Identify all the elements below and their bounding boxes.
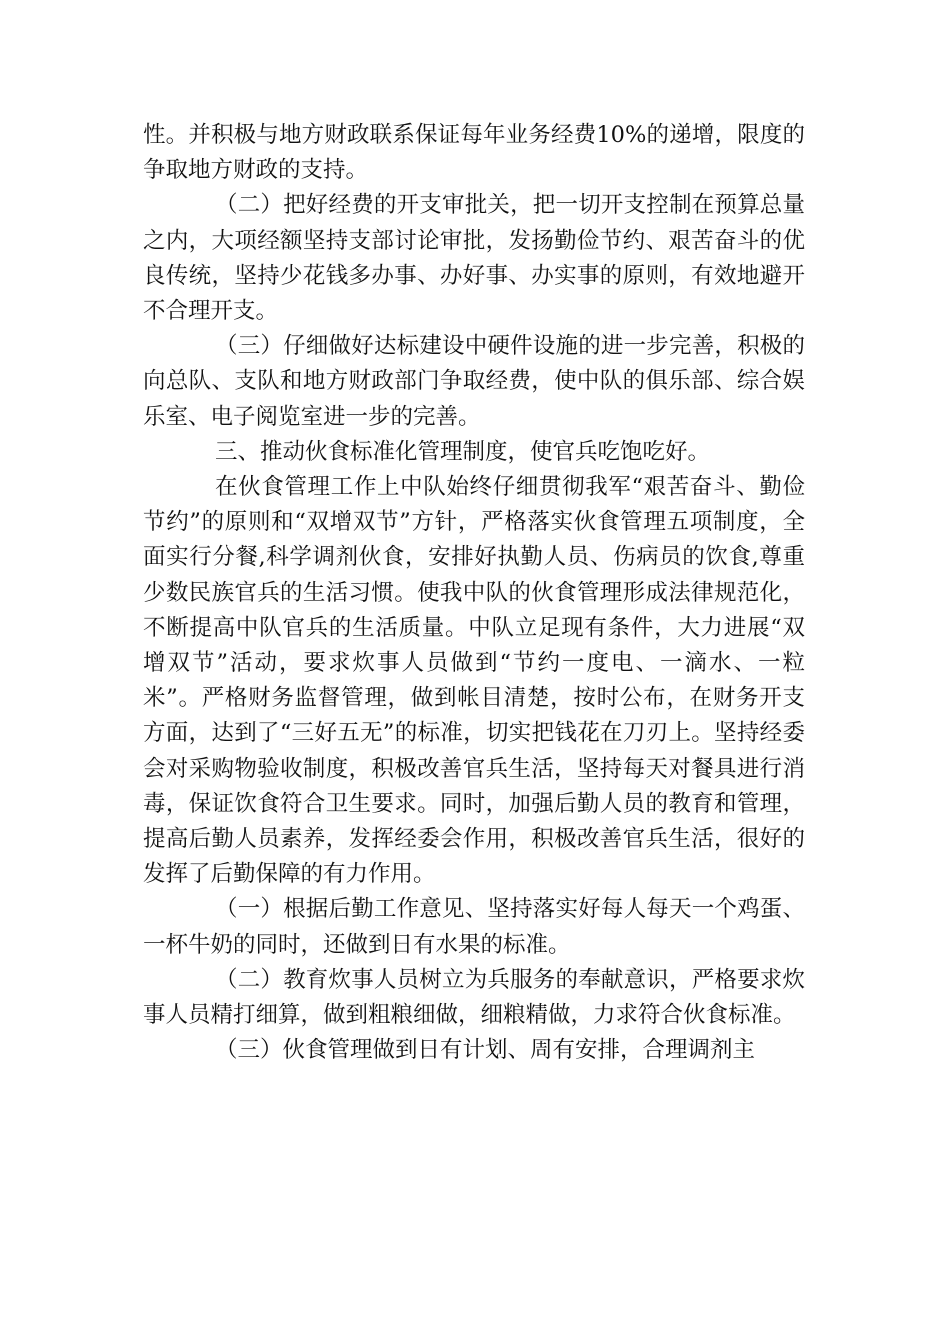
paragraph-cook-education: （二）教育炊事人员树立为兵服务的奉献意识，严格要求炊事人员精打细算，做到粗粮细做，细粮精做，力求符合伙食标准。 <box>143 966 805 1029</box>
paragraph-facility-improvement: （三）仔细做好达标建设中硬件设施的进一步完善，积极的向总队、支队和地方财政部门争取经费，使中队的俱乐部、综合娱乐室、电子阅览室进一步的完善。 <box>143 333 805 430</box>
paragraph-expense-approval: （二）把好经费的开支审批关，把一切开支控制在预算总量之内，大项经额坚持支部讨论审批，发扬勤俭节约、艰苦奋斗的优良传统，坚持少花钱多办事、办好事、办实事的原则，有效地避开不合理开支。 <box>143 192 805 325</box>
paragraph-meal-planning: （三）伙食管理做到日有计划、周有安排，合理调剂主 <box>215 1037 756 1064</box>
section-heading-food-management: 三、推动伙食标准化管理制度，使官兵吃饱吃好。 <box>215 438 711 465</box>
paragraph-daily-nutrition: （一）根据后勤工作意见、坚持落实好每人每天一个鸡蛋、一杯牛奶的同时，还做到日有水果的标准。 <box>143 896 805 958</box>
document-page <box>143 118 805 1068</box>
paragraph-food-management: 在伙食管理工作上中队始终仔细贯彻我军“艰苦奋斗、勤俭节约”的原则和“双增双节”方针，严格落实伙食管理五项制度，全面实行分餐,科学调剂伙食，安排好执勤人员、伤病员的饮食,尊重少数民族官兵的生活习惯。使我中队的伙食管理形成法律规范化，不断提高中队官兵的生活质量。中队立足现有条件，大力进展“双增双节”活动，要求炊事人员做到“节约一度电、一滴水、一粒米”。严格财务监督管理，做到帐目清楚，按时公布，在财务开支方面，达到了“三好五无”的标准，切实把钱花在刀刃上。坚持经委会对采购物验收制度，积极改善官兵生活，坚持每天对餐具进行消毒，保证饮食符合卫生要求。同时，加强后勤人员的教育和管理，提高后勤人员素养，发挥经委会作用，积极改善官兵生活，很好的发挥了后勤保障的有力作用。 <box>143 474 805 888</box>
paragraph-funding-growth: 性。并积极与地方财政联系保证每年业务经费10%的递增，限度的争取地方财政的支持。 <box>143 122 805 184</box>
